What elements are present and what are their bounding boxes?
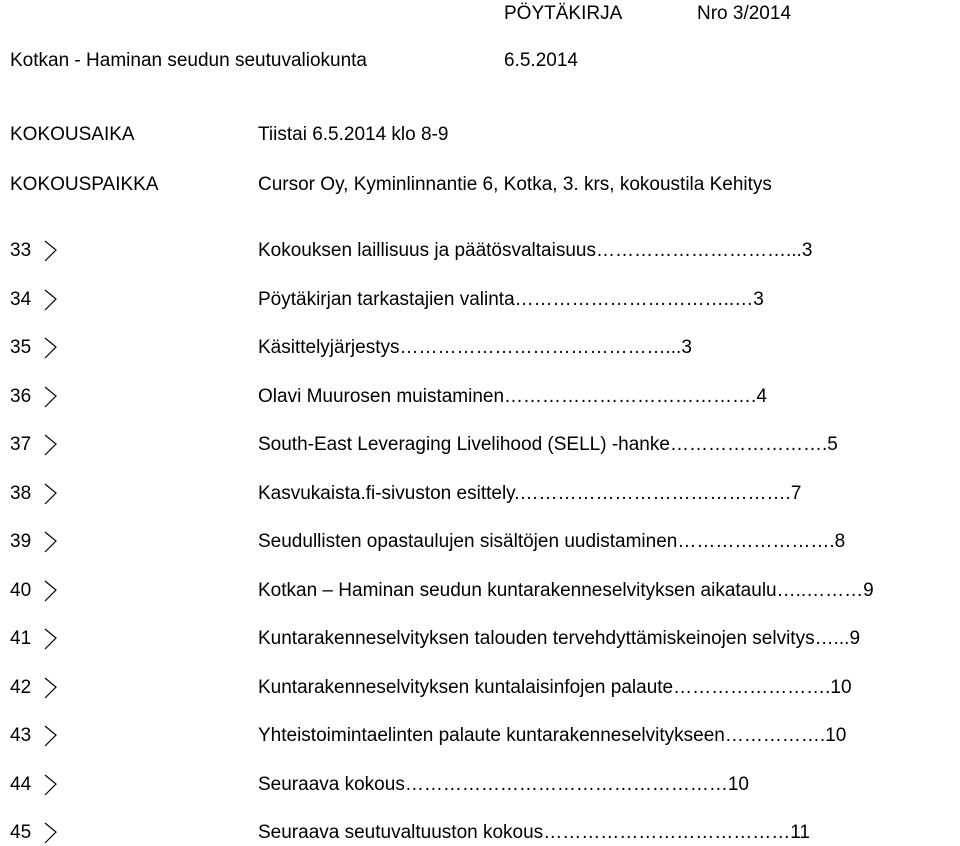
agenda-item-leader: ……………………. bbox=[669, 434, 828, 455]
document-date: 6.5.2014 bbox=[504, 50, 578, 71]
section-mark-icon bbox=[42, 238, 60, 264]
agenda-item-title: Kuntarakenneselvityksen talouden tervehdyttämiskeinojen selvitys bbox=[258, 628, 815, 649]
agenda-item-entry bbox=[258, 627, 860, 651]
agenda-item-title: Seudullisten opastaulujen sisältöjen uudistaminen bbox=[258, 531, 678, 552]
section-mark-icon bbox=[42, 723, 60, 749]
agenda-item-leader: …... bbox=[814, 628, 850, 649]
agenda-item-leader: ……………. bbox=[724, 725, 826, 746]
agenda-item-leader: ……………………. bbox=[677, 531, 835, 552]
agenda-item-entry bbox=[258, 676, 852, 700]
organization-name: Kotkan - Haminan seudun seutuvaliokunta bbox=[10, 50, 368, 71]
agenda-item-leader: …………………………………………… bbox=[404, 774, 728, 795]
section-mark-icon bbox=[42, 578, 60, 604]
agenda-item-leader: .……………………………………. bbox=[514, 483, 791, 504]
meeting-time-label: KOKOUSAIKA bbox=[10, 124, 135, 145]
agenda-item-entry bbox=[258, 724, 846, 748]
document-number: Nro 3/2014 bbox=[697, 3, 792, 24]
agenda-item-number: 41 bbox=[10, 628, 32, 649]
agenda-item-page: 10 bbox=[825, 725, 847, 746]
agenda-item-title: Kokouksen laillisuus ja päätösvaltaisuus bbox=[258, 240, 596, 261]
section-mark-icon bbox=[42, 820, 60, 846]
document-type: PÖYTÄKIRJA bbox=[504, 3, 623, 24]
agenda-item-number: 38 bbox=[10, 483, 32, 504]
agenda-item-page: 4 bbox=[756, 386, 767, 407]
agenda-item-entry bbox=[258, 288, 764, 312]
agenda-item-page: 5 bbox=[827, 434, 838, 455]
agenda-item-page: 3 bbox=[681, 337, 692, 358]
agenda-item-leader: ……………………………………... bbox=[399, 337, 682, 358]
meeting-place-label: KOKOUSPAIKKA bbox=[10, 174, 159, 195]
agenda-item-number: 33 bbox=[10, 240, 32, 261]
agenda-item-leader: …………………………... bbox=[595, 240, 802, 261]
agenda-item-title: Kotkan – Haminan seudun kuntarakenneselvityksen aikataulu bbox=[258, 580, 777, 601]
agenda-item-entry bbox=[258, 821, 810, 845]
agenda-item-entry bbox=[258, 336, 692, 360]
agenda-item-number: 40 bbox=[10, 580, 32, 601]
agenda-item-title: Seuraava seutuvaltuuston kokous bbox=[258, 822, 544, 843]
agenda-item-title: Kasvukaista.fi-sivuston esittely bbox=[258, 483, 515, 504]
section-mark-icon bbox=[42, 772, 60, 798]
agenda-item-page: 9 bbox=[849, 628, 861, 649]
meeting-place-value: Cursor Oy, Kyminlinnantie 6, Kotka, 3. krs, kokoustila Kehitys bbox=[258, 174, 772, 195]
agenda-item-number: 43 bbox=[10, 725, 32, 746]
agenda-item-title: South-East Leveraging Livelihood (SELL) -hanke bbox=[258, 434, 670, 455]
agenda-item-number: 37 bbox=[10, 434, 32, 455]
agenda-item-leader: …..……… bbox=[776, 580, 864, 601]
agenda-item-entry bbox=[258, 482, 801, 506]
agenda-item-page: 10 bbox=[727, 774, 749, 795]
agenda-item-page: 3 bbox=[801, 240, 813, 261]
agenda-item-entry bbox=[258, 579, 874, 603]
agenda-item-leader: ……………………………..… bbox=[514, 289, 754, 310]
agenda-item-number: 45 bbox=[10, 822, 32, 843]
section-mark-icon bbox=[42, 481, 60, 507]
agenda-item-leader: …………………………………. bbox=[504, 386, 757, 407]
agenda-item-page: 7 bbox=[790, 483, 802, 504]
agenda-item-leader: ……………………. bbox=[673, 677, 831, 698]
agenda-item-page: 11 bbox=[790, 822, 810, 843]
agenda-item-page: 8 bbox=[834, 531, 846, 552]
agenda-item-entry bbox=[258, 239, 812, 263]
section-mark-icon bbox=[42, 287, 60, 313]
section-mark-icon bbox=[42, 335, 60, 361]
section-mark-icon bbox=[42, 675, 60, 701]
agenda-item-number: 44 bbox=[10, 774, 32, 795]
agenda-item-page: 9 bbox=[863, 580, 874, 601]
meeting-time-value: Tiistai 6.5.2014 klo 8-9 bbox=[258, 124, 449, 145]
agenda-item-page: 3 bbox=[753, 289, 764, 310]
agenda-item-number: 34 bbox=[10, 289, 32, 310]
agenda-item-title: Käsittelyjärjestys bbox=[258, 337, 400, 358]
agenda-item-number: 39 bbox=[10, 531, 32, 552]
agenda-item-entry bbox=[258, 385, 767, 409]
agenda-item-leader: ………………………………… bbox=[543, 822, 791, 843]
section-mark-icon bbox=[42, 384, 60, 410]
agenda-item-page: 10 bbox=[830, 677, 852, 698]
agenda-item-entry bbox=[258, 530, 845, 554]
agenda-item-title: Yhteistoimintaelinten palaute kuntarakenneselvitykseen bbox=[258, 725, 725, 746]
section-mark-icon bbox=[42, 626, 60, 652]
section-mark-icon bbox=[42, 529, 60, 555]
agenda-item-number: 35 bbox=[10, 337, 32, 358]
agenda-item-entry bbox=[258, 773, 749, 797]
section-mark-icon bbox=[42, 432, 60, 458]
agenda-item-number: 36 bbox=[10, 386, 32, 407]
agenda-item-title: Kuntarakenneselvityksen kuntalaisinfojen palaute bbox=[258, 677, 674, 698]
agenda-item-number: 42 bbox=[10, 677, 32, 698]
agenda-item-entry bbox=[258, 433, 838, 457]
agenda-item-title: Olavi Muurosen muistaminen bbox=[258, 386, 505, 407]
agenda-item-title: Pöytäkirjan tarkastajien valinta bbox=[258, 289, 515, 310]
agenda-item-title: Seuraava kokous bbox=[258, 774, 405, 795]
